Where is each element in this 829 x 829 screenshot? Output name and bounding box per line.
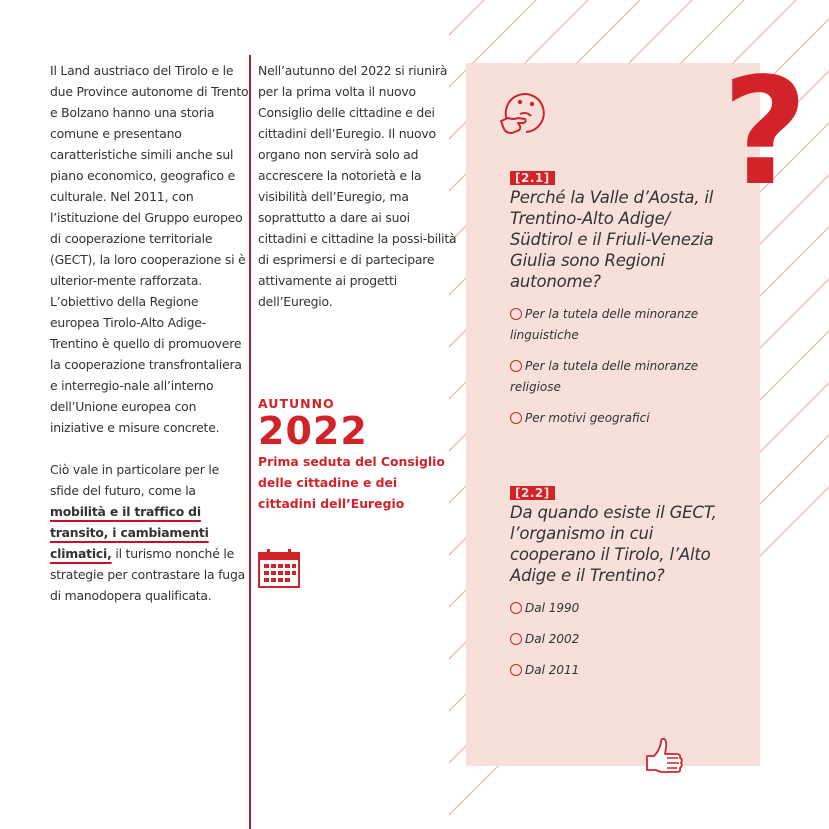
question-2-1 [510,167,730,439]
option-label: Dal 1990 [525,601,580,615]
council-paragraph: Nell’autunno del 2022 si riunirà per la prima volta il nuovo Consiglio delle cittadine e dei cittadini dell’Euregio. Il nuovo organo non servirà solo ad accrescere la notorietà e la visibilità dell’Euregio, ma soprattutto a dare ai suoi cittadini e cittadine la possi-bilità di esprimersi e di partecipare attivamente ai progetti dell’Euregio. [258,63,457,309]
column-divider [249,55,251,829]
intro-column [50,60,250,627]
question-text: Perché la Valle d’Aosta, il Trentino-Alto Adige/ Südtirol e il Friuli-Venezia Giulia sono Regioni autonome? [510,188,714,291]
radio-button[interactable] [510,360,522,372]
stripe-line [0,0,829,68]
radio-button[interactable] [510,633,522,645]
option-label: Dal 2002 [525,632,580,646]
highlighted-link[interactable]: mobilità e il traffico di transito, i cambiamenti climatici, [50,504,209,561]
option-label: Per la tutela delle minoranze religiose [510,359,699,394]
question-mark-icon: ? [722,46,808,218]
answer-option[interactable] [510,598,730,619]
option-label: Per motivi geografici [525,411,650,425]
council-column [258,60,458,312]
answer-options [510,598,730,681]
challenges-text-start: Ciò vale in particolare per le sfide del futuro, come la [50,462,220,498]
thinking-face-icon [498,88,548,138]
thumbs-up-icon [644,736,688,780]
radio-button[interactable] [510,602,522,614]
radio-button[interactable] [510,664,522,676]
question-2-2 [510,482,730,691]
question-number: [2.1] [510,171,555,185]
event-highlight [258,396,458,514]
radio-button[interactable] [510,412,522,424]
answer-option[interactable] [510,304,730,346]
event-description: Prima seduta del Consiglio delle cittadine e dei cittadini dell’Euregio [258,454,445,511]
radio-button[interactable] [510,308,522,320]
answer-option[interactable] [510,356,730,398]
stripe-line [0,0,829,16]
answer-option[interactable] [510,660,730,681]
challenges-text-end: il turismo nonché le strategie per contrastare la fuga di manodopera qualificata. [50,546,246,603]
event-year: 2022 [258,409,368,453]
stripe-line [0,780,829,829]
answer-options [510,304,730,429]
event-season: AUTUNNO [258,396,335,411]
challenges-paragraph [50,459,250,606]
calendar-icon [258,548,300,588]
answer-option[interactable] [510,408,730,429]
question-number: [2.2] [510,486,555,500]
question-text: Da quando esiste il GECT, l’organismo in cui cooperano il Tirolo, l’Alto Adige e il Trentino? [510,503,717,585]
intro-paragraph: Il Land austriaco del Tirolo e le due Province autonome di Trento e Bolzano hanno una storia comune e presentano caratteristiche simili anche sul piano economico, geografico e culturale. Nel 2011, con l’istituzione del Gruppo europeo di cooperazione territoriale (GECT), la loro cooperazione si è ulterior-mente rafforzata. L’obiettivo della Regione europea Tirolo-Alto Adige-Trentino è quello di promuovere la cooperazione transfrontaliera e interregio-nale all’interno dell’Unione europea con iniziative e misure concrete. [50,63,249,435]
option-label: Per la tutela delle minoranze linguistiche [510,307,699,342]
option-label: Dal 2011 [525,663,580,677]
answer-option[interactable] [510,629,730,650]
